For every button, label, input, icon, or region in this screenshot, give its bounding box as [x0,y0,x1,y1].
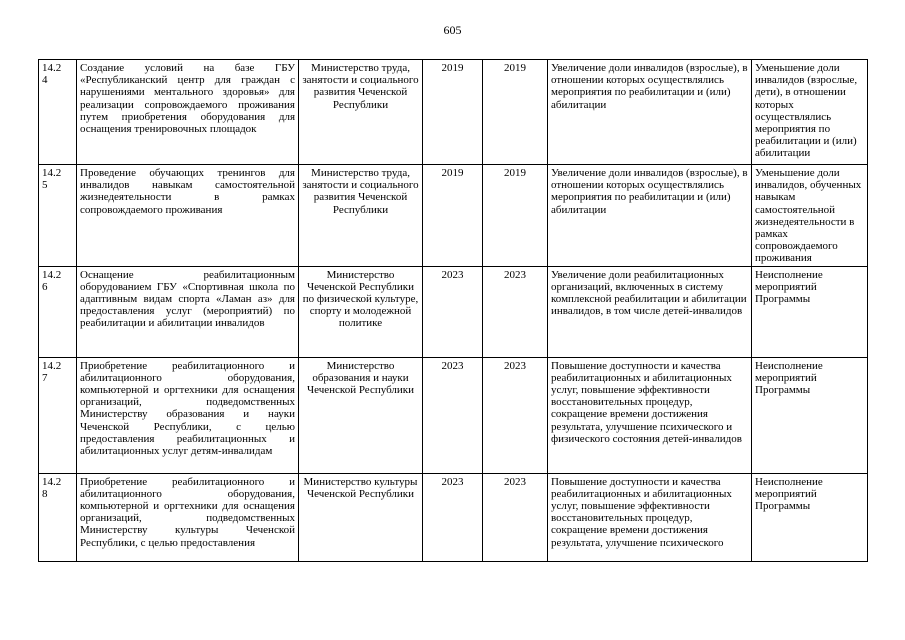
responsible-executor: Министерство Чеченской Республики по физической культуре, спорту и молодежной политике [299,266,423,357]
responsible-executor: Министерство труда, занятости и социального развития Чеченской Республики [299,165,423,267]
expected-result: Увеличение доли реабилитационных организаций, включенных в систему комплексной реабилитации и абилитации инвалидов, в том числе детей-инвалидов [548,266,752,357]
expected-result: Увеличение доли инвалидов (взрослые), в отношении которых осуществлялись мероприятия по реабилитации и (или) абилитации [548,60,752,165]
measure-name: Приобретение реабилитационного и абилитационного оборудования, компьютерной и оргтехники для оснащения организаций, подведомственных Министерству культуры Чеченской Республики, с целью предоставления [77,473,299,561]
non-implementation-consequence: Неисполнение мероприятий Программы [752,473,868,561]
measure-number: 14.2 4 [39,60,77,165]
table-row [39,357,868,473]
start-year: 2019 [423,60,483,165]
responsible-executor: Министерство образования и науки Чеченской Республики [299,357,423,473]
end-year: 2023 [483,357,548,473]
program-measures-table [38,59,868,562]
measure-number: 14.2 6 [39,266,77,357]
non-implementation-consequence: Неисполнение мероприятий Программы [752,357,868,473]
non-implementation-consequence: Неисполнение мероприятий Программы [752,266,868,357]
measure-name: Проведение обучающих тренингов для инвалидов навыкам самостоятельной жизнедеятельности в рамках сопровождаемого проживания [77,165,299,267]
responsible-executor: Министерство труда, занятости и социального развития Чеченской Республики [299,60,423,165]
end-year: 2019 [483,165,548,267]
expected-result: Повышение доступности и качества реабилитационных и абилитационных услуг, повышение эффективности восстановительных процедур, сокращение времени достижения результата, улучшение психического и физического состояния детей-инвалидов [548,357,752,473]
table-row [39,60,868,165]
table-row [39,165,868,267]
start-year: 2023 [423,266,483,357]
measure-number: 14.2 5 [39,165,77,267]
responsible-executor: Министерство культуры Чеченской Республики [299,473,423,561]
end-year: 2023 [483,266,548,357]
table-row [39,266,868,357]
start-year: 2023 [423,357,483,473]
measure-number: 14.2 7 [39,357,77,473]
non-implementation-consequence: Уменьшение доли инвалидов, обученных навыкам самостоятельной жизнедеятельности в рамках сопровождаемого проживания [752,165,868,267]
non-implementation-consequence: Уменьшение доли инвалидов (взрослые, дети), в отношении которых осуществлялись мероприятия по реабилитации и (или) абилитации [752,60,868,165]
measure-number: 14.2 8 [39,473,77,561]
page-number: 605 [443,23,462,37]
start-year: 2019 [423,165,483,267]
end-year: 2019 [483,60,548,165]
measure-name: Оснащение реабилитационным оборудованием ГБУ «Спортивная школа по адаптивным видам спорта «Ламан аз» для предоставления услуг (мероприятий) по реабилитации и абилитации инвалидов [77,266,299,357]
end-year: 2023 [483,473,548,561]
start-year: 2023 [423,473,483,561]
measure-name: Приобретение реабилитационного и абилитационного оборудования, компьютерной и оргтехники для оснащения организаций, подведомственных Министерству образования и науки Чеченской Республики, с целью предоставления реабилитационных и абилитационных услуг детям-инвалидам [77,357,299,473]
expected-result: Увеличение доли инвалидов (взрослые), в отношении которых осуществлялись мероприятия по реабилитации и (или) абилитации [548,165,752,267]
expected-result: Повышение доступности и качества реабилитационных и абилитационных услуг, повышение эффективности восстановительных процедур, сокращение времени достижения результата, улучшение психического [548,473,752,561]
table-row [39,473,868,561]
measure-name: Создание условий на базе ГБУ «Республиканский центр для граждан с нарушениями ментального здоровья» для реализации сопровождаемого проживания путем приобретения оборудования для оснащения тренировочных площадок [77,60,299,165]
